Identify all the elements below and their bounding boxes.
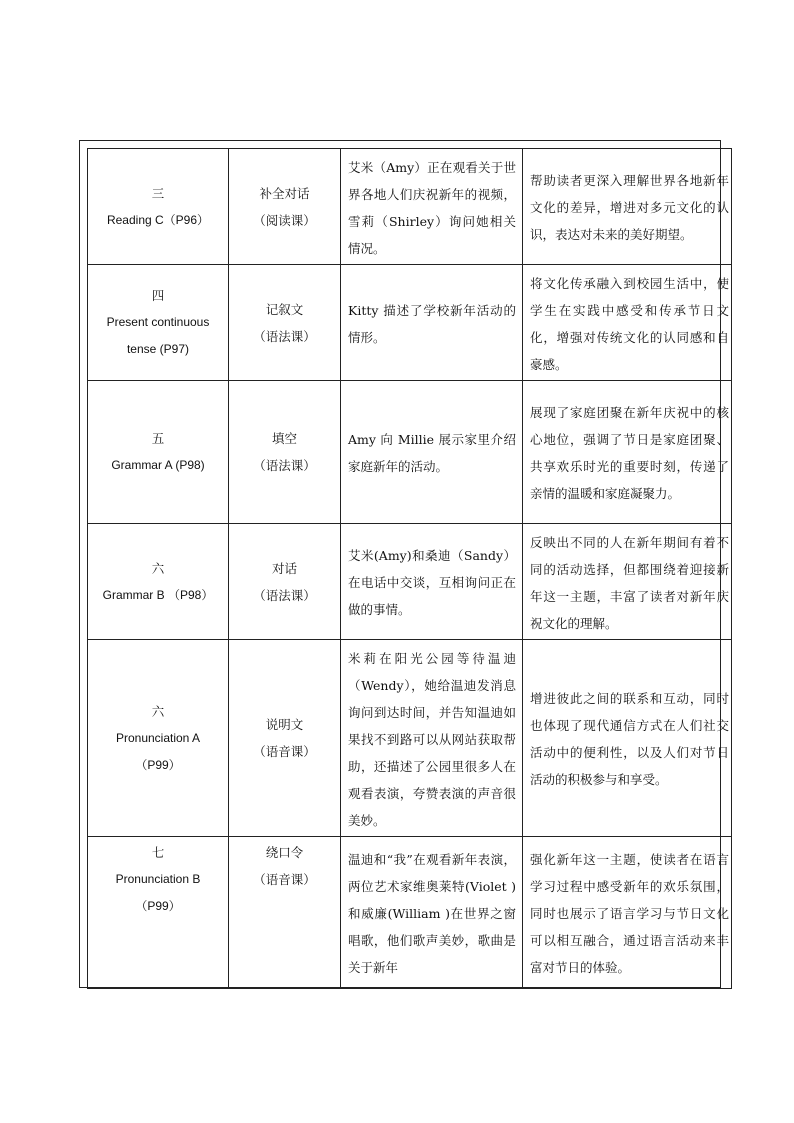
class-type: （语音课） [253, 872, 316, 887]
content-cell [341, 640, 523, 837]
type-cell [229, 381, 341, 524]
content-text: 艾米(Amy)和桑迪（Sandy）在电话中交谈，互相询问正在做的事情。 [348, 548, 516, 617]
content-cell [341, 837, 523, 989]
content-cell [341, 265, 523, 381]
lesson-index: 六 [151, 560, 165, 576]
table-row [88, 524, 732, 640]
content-text: 艾米（Amy）正在观看关于世界各地人们庆祝新年的视频，雪莉（Shirley）询问她相关情况。 [348, 159, 516, 256]
class-type: （语法课） [253, 328, 316, 344]
text-type: 填空 [271, 431, 297, 446]
content-text: Kitty 描述了学校新年活动的情形。 [348, 302, 516, 345]
lesson-cell [88, 837, 229, 989]
goal-text: 反映出不同的人在新年期间有着不同的活动选择，但都围绕着迎接新年这一主题，丰富了读者对新年庆祝文化的理解。 [530, 534, 729, 631]
type-cell [229, 524, 341, 640]
goal-cell [523, 265, 732, 381]
content-cell [341, 381, 523, 524]
text-type: 对话 [271, 560, 297, 576]
content-text: 米莉在阳光公园等待温迪（Wendy），她给温迪发消息询问到达时间，并告知温迪如果找不到路可以从网站获取帮助，还描述了公园里很多人在观看表演，夸赞表演的声音很美妙。 [348, 650, 516, 828]
lesson-title-line: （P99） [135, 899, 181, 913]
goal-text: 强化新年这一主题，使读者在语言学习过程中感受新年的欢乐氛围，同时也展示了语言学习与节日文化可以相互融合，通过语言活动来丰富对节日的体验。 [530, 852, 729, 975]
content-cell [341, 149, 523, 265]
text-type: 补全对话 [259, 185, 310, 201]
class-type: （语音课） [253, 744, 316, 759]
content-text: 温迪和“我”在观看新年表演，两位艺术家维奥莱特(Violet )和威廉(William )在世界之窗唱歌，他们歌声美妙，歌曲是关于新年 [348, 852, 516, 975]
goal-cell [523, 524, 732, 640]
table-row [88, 149, 732, 265]
lesson-title: Grammar A (P98) [111, 458, 205, 472]
lesson-title-line: （P99） [135, 757, 181, 772]
lesson-title-line: Pronunciation B [115, 872, 201, 886]
lesson-index: 五 [151, 431, 165, 446]
lesson-cell [88, 149, 229, 265]
type-cell [229, 837, 341, 989]
content-text: Amy 向 Millie 展示家里介绍家庭新年的活动。 [348, 432, 516, 474]
table-row [88, 265, 732, 381]
table-row [88, 381, 732, 524]
goal-cell [523, 149, 732, 265]
lesson-cell [88, 640, 229, 837]
lesson-title-line: Present continuous [106, 315, 210, 329]
class-type: （语法课） [253, 458, 316, 473]
goal-text: 展现了家庭团聚在新年庆祝中的核心地位，强调了节日是家庭团聚、共享欢乐时光的重要时刻，传递了亲情的温暖和家庭凝聚力。 [530, 405, 729, 501]
lesson-title: Reading C（P96） [106, 212, 210, 227]
lesson-title: Grammar B （P98） [102, 587, 214, 602]
table-row [88, 640, 732, 837]
lesson-index: 六 [151, 703, 165, 719]
table-row [88, 837, 732, 989]
text-type: 说明文 [265, 717, 304, 732]
type-cell [229, 149, 341, 265]
type-cell [229, 265, 341, 381]
goal-cell [523, 381, 732, 524]
lesson-table [87, 148, 732, 989]
class-type: （语法课） [253, 587, 316, 603]
class-type: （阅读课） [253, 212, 316, 228]
goal-text: 增进彼此之间的联系和互动，同时也体现了现代通信方式在人们社交活动中的便利性，以及人们对节日活动的积极参与和享受。 [530, 691, 729, 787]
lesson-cell [88, 381, 229, 524]
lesson-index: 四 [151, 288, 165, 303]
lesson-index: 三 [151, 185, 165, 201]
goal-cell [523, 837, 732, 989]
text-type: 记叙文 [265, 301, 304, 317]
lesson-cell [88, 524, 229, 640]
goal-text: 将文化传承融入到校园生活中，使学生在实践中感受和传承节日文化，增强对传统文化的认同感和自豪感。 [530, 275, 729, 372]
lesson-cell [88, 265, 229, 381]
goal-cell [523, 640, 732, 837]
text-type: 绕口令 [265, 845, 304, 860]
lesson-title-line: tense (P97) [126, 342, 190, 356]
lesson-title-line: Pronunciation A [115, 730, 201, 745]
lesson-index: 七 [151, 845, 165, 860]
content-cell [341, 524, 523, 640]
type-cell [229, 640, 341, 837]
goal-text: 帮助读者更深入理解世界各地新年文化的差异，增进对多元文化的认识，表达对未来的美好期望。 [530, 173, 729, 242]
